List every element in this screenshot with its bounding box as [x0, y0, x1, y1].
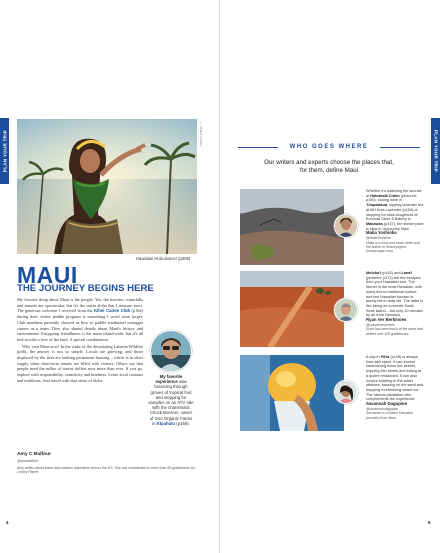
side-tab-label: PLAN YOUR TRIP	[2, 129, 7, 173]
hero-photo	[17, 119, 197, 254]
expert-3-handle: @savannah.dagupion	[366, 406, 399, 411]
expert-1-bio: Malia is a local and travel writer and the author of Shaveyogeur (shoyosugar.com)	[366, 240, 420, 254]
side-tab-label: PLAN YOUR TRIP	[433, 129, 438, 173]
shave-ice-image	[240, 355, 344, 431]
favorite-experience: My favorite experience was bouncing through groves of tropical fruit and stopping for samples on an ATV ride with the charismatic Chuck Boerner, owner of Ono Organic Farms in Kīpahulu (p166).	[148, 374, 194, 426]
page-gutter	[219, 0, 220, 553]
hula-dancer-image	[17, 119, 197, 254]
molokai-link[interactable]: Moloka'i	[366, 271, 382, 275]
expert-2-text: Moloka'i (p162) and Lana'i (pictured; p171) are the escapes from your Hawaiian tour. The former is the most Hawaiian, with many ties to traditional culture, and few Hawaiian tourism is barely felt in daily life. The latter is like being on a remote South Seas island – but only 20 minutes by air from Honolulu. Ryan Ver Berkmoes @ryanverberkmoes Ryan has seen much of the world and written over 100 guidebooks.	[366, 271, 424, 336]
intro-body	[17, 297, 143, 385]
haleakala-crater-link[interactable]: Haleakalā Crater	[370, 193, 400, 198]
who-goes-where-intro: Our writers and experts choose the places that, for them, define Maui	[264, 159, 394, 174]
author-avatar	[150, 330, 192, 372]
expert-1-text: Whether it's watching the sunrise at Haleakalā Crater (pictured; p150), tooling wine in 'Ulupalakua, sipping lavender tea at Ali'i Kula Lavender (p153) or stopping for stick doughnuts at Komoda Store & Bakery in Makawao (p137), the slower pace is slow in Upcountry Maui. Malia Yoshioka @MaliaYoshioka Malia is a local and travel writer and the author of Shaveyogeur (shoyosugar.com)	[366, 189, 424, 254]
expert-2-photo	[335, 299, 357, 321]
expert-1-avatar	[334, 214, 358, 238]
crater-image	[240, 189, 344, 265]
heading-rule-left	[238, 147, 278, 148]
side-tab-left	[0, 118, 9, 184]
expert-3-photo	[335, 381, 357, 403]
page-title: MAUI	[17, 262, 78, 288]
red-dirt-image	[240, 271, 344, 347]
expert-2-bio: Ryan has seen much of the world and written over 100 guidebooks.	[366, 327, 423, 336]
page-subtitle: THE JOURNEY BEGINS HERE	[17, 283, 154, 294]
side-tab-right	[431, 118, 440, 184]
expert-3-avatar	[334, 380, 358, 404]
author-handle: @amcbalfour	[17, 459, 39, 463]
expert-3-text: A day in Pā'ia (p105) is always time well spent. It can involve meandering down the streets, popping into stores and eating at a quaint restaurant. It can also involve bobbing in the water offshore, basking on the sand and enjoying a refreshing shave ice. The historic plantation vibe complements the experience. Savannah Dagupion @savannah.dagupion Savannah is a Native Hawaiian journalist from Maui.	[366, 355, 424, 420]
expert-3-name: Savannah Dagupion	[366, 401, 408, 407]
haleakala-photo	[240, 189, 344, 265]
intro-paragraph-1: My favorite thing about Maui is the people. Yes, the beaches, waterfalls and sunsets are spectacular, but it's the warm aloha that I treasure most. The generous welcome I received from the Kihei Canoe Club (p164) during their visitor paddle program is something I won't soon forget. Club members patiently showed us how to paddle traditional outrigger canoes as a team. They also shared details about Maui's history and environment. Easygoing friendliness is the norm island-wide, but it's all tied in with a love of the land. A special combination.	[17, 297, 143, 342]
kihei-canoe-club-link[interactable]: Kihei Canoe Club	[93, 308, 131, 314]
hero-credit: © LONELY PLANET	[199, 122, 202, 147]
ulupalakua-link[interactable]: 'Ulupalakua	[366, 203, 388, 208]
kipahulu-link[interactable]: Kīpahulu	[156, 420, 176, 426]
page-number-left: 4	[6, 520, 9, 525]
lanai-photo	[240, 271, 344, 347]
expert-3-bio: Savannah is a Native Hawaiian journalist from Maui.	[366, 411, 413, 420]
shave-ice-photo	[240, 355, 344, 431]
expert-1-handle: @MaliaYoshioka	[366, 236, 391, 241]
author-bio: Amy writes about travel and outdoor adventure across the US. She has contributed to more than 60 guidebooks for Lonely Planet.	[17, 466, 196, 475]
expert-1-name: Malia Yoshioka	[366, 230, 397, 236]
intro-paragraph-2: Why visit Maui now? In the wake of the devastating Lahaina Wildfire (p46), the answer is not so simple. Locals are grieving, and those displaced by the fires are seeking permanent housing – which is in short supply when short-term rentals are filled with visitors. Others say that people need the influx of tourist dollars now more than ever. If you go, explore with responsibility, sensitivity and kindness. Learn local customs and traditions. And travel with that sense of aloha.	[17, 343, 143, 383]
expert-1-photo	[335, 215, 357, 237]
who-goes-where-heading: WHO GOES WHERE	[289, 144, 369, 150]
paia-link[interactable]: Pā'ia	[380, 355, 390, 359]
page-number-right: 5	[428, 520, 431, 525]
heading-rule-right	[380, 147, 420, 148]
hero-caption: Hawaiian Hula dancer (p208)	[136, 256, 191, 261]
lanai-link[interactable]: Lana'i	[401, 271, 413, 275]
author-photo	[151, 331, 191, 371]
author-name: Amy C Balfour	[17, 452, 51, 457]
expert-2-avatar	[334, 298, 358, 322]
makawao-link[interactable]: Makawao	[366, 221, 383, 226]
expert-2-handle: @ryanverberkmoes	[366, 322, 395, 327]
expert-2-name: Ryan Ver Berkmoes	[366, 317, 407, 323]
